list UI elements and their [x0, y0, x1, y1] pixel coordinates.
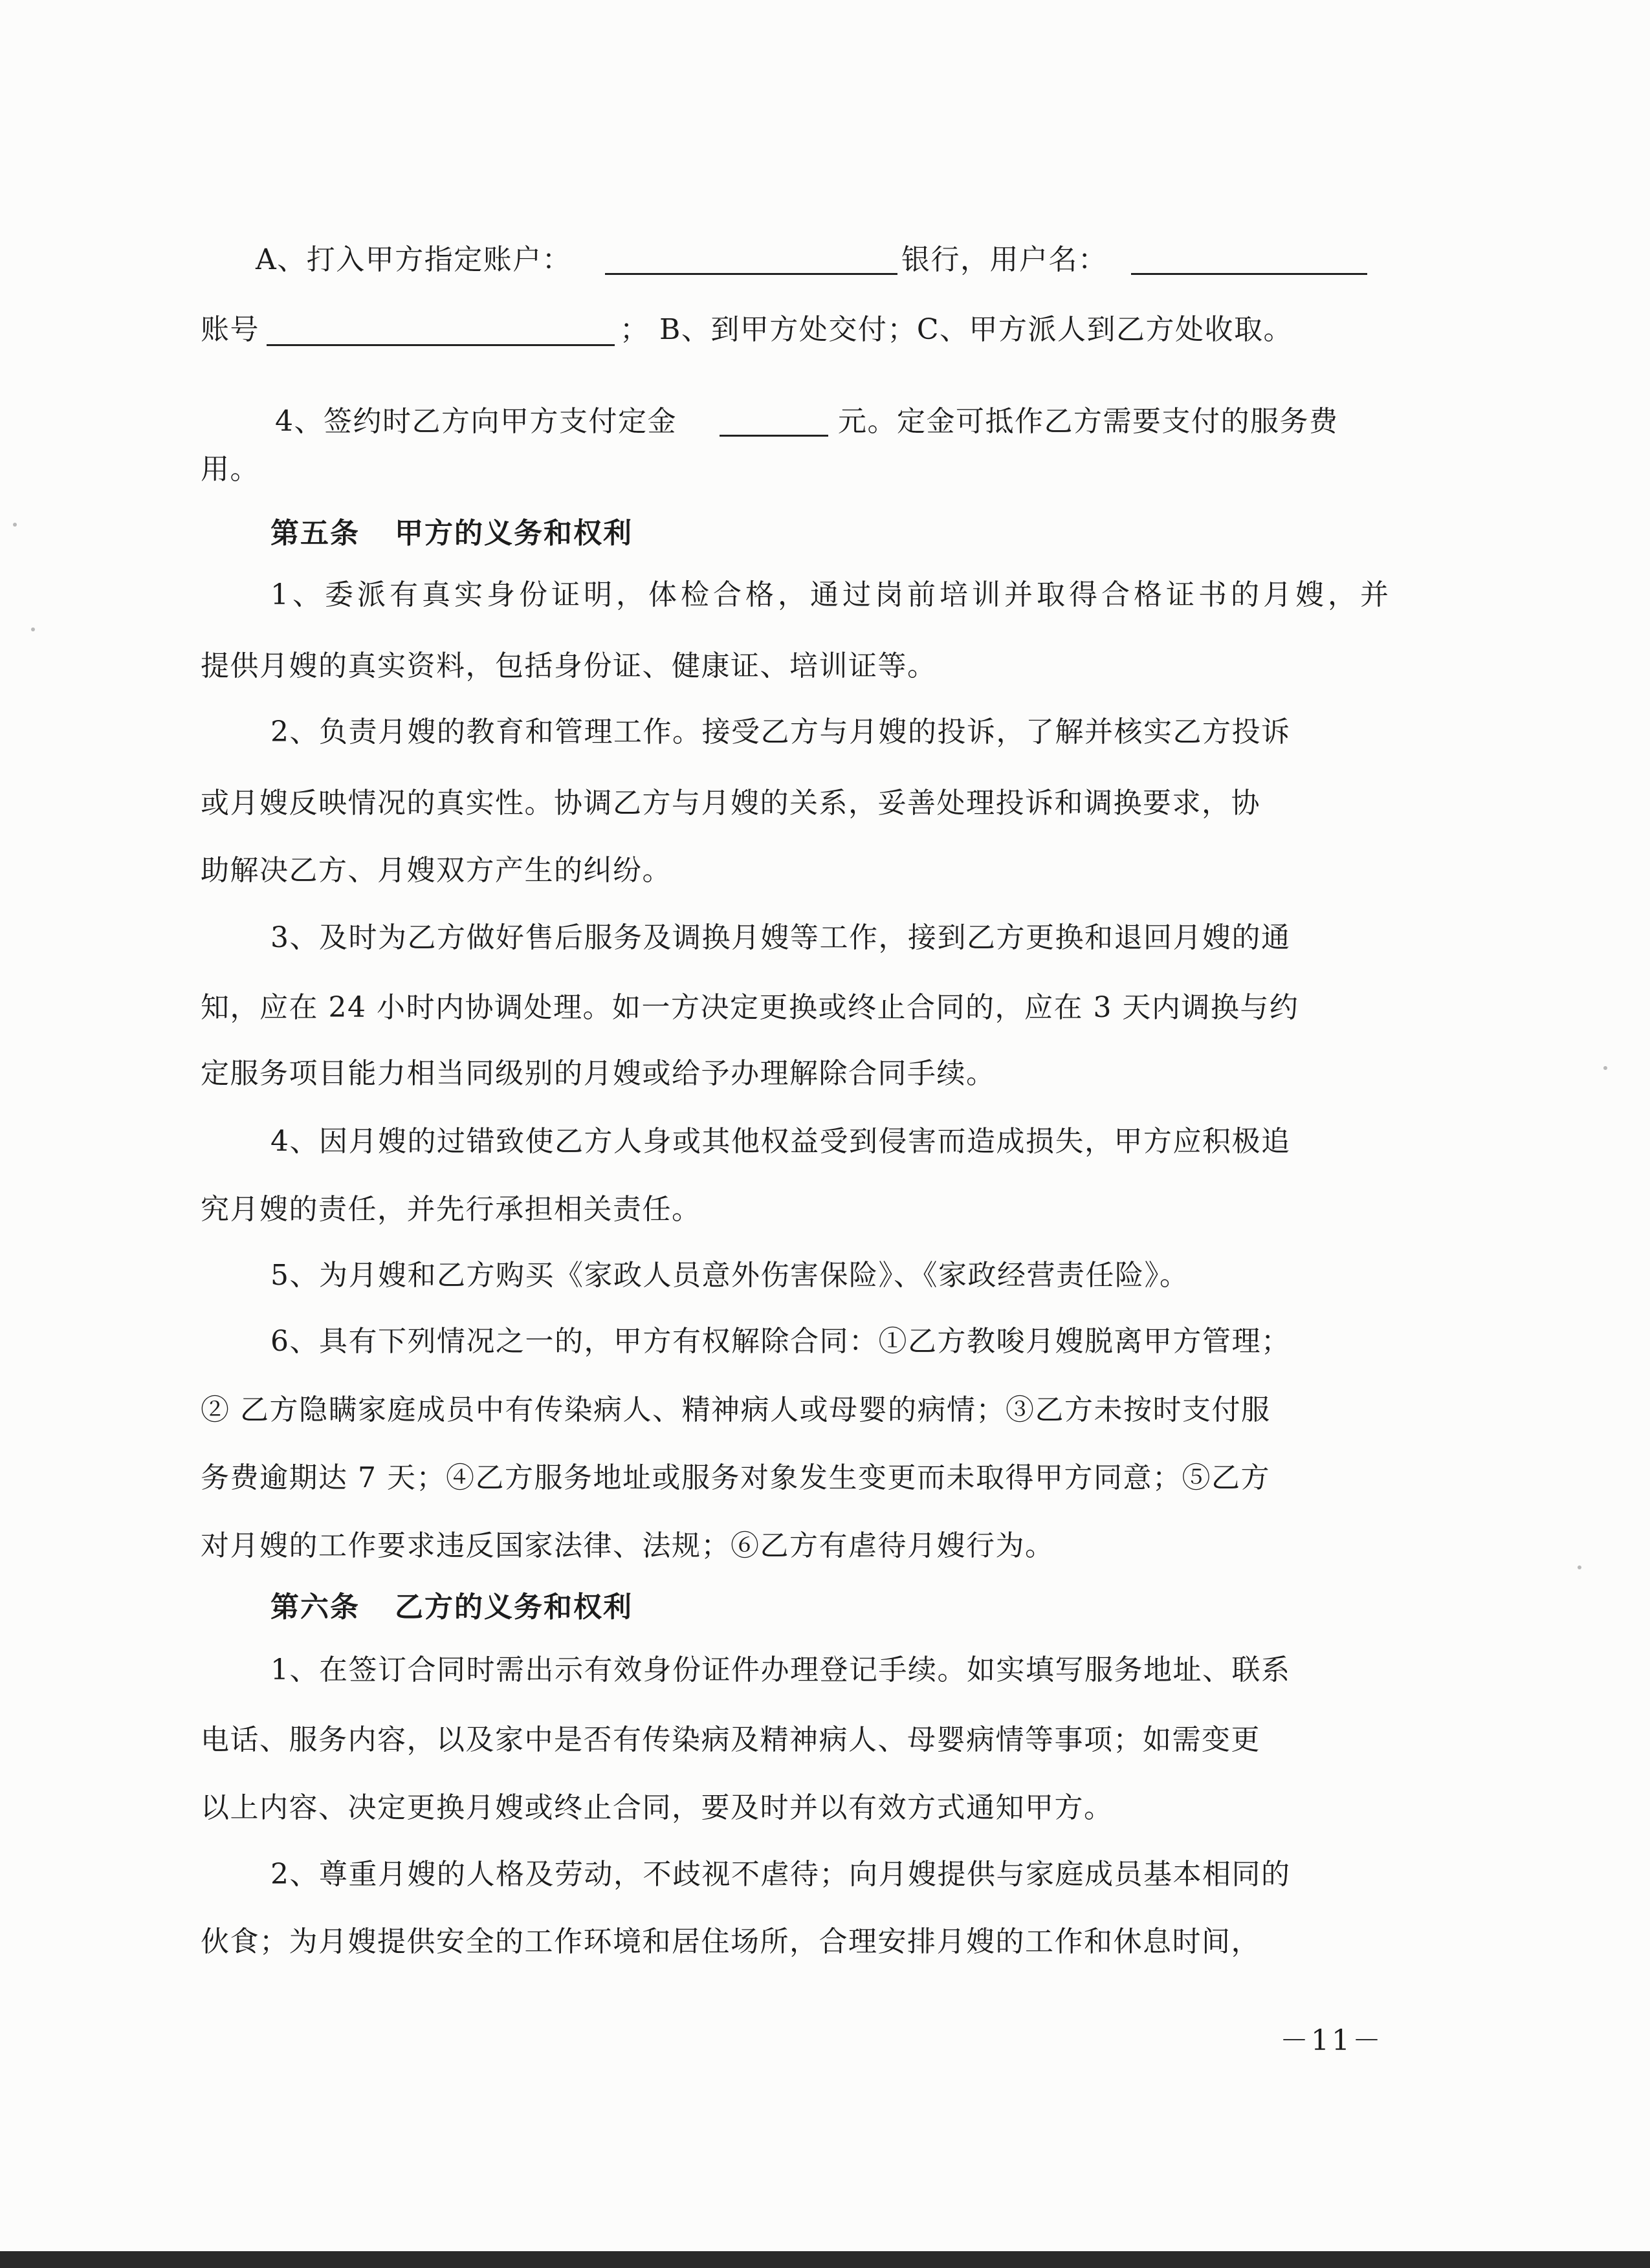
- text-glyph: 月: [1263, 578, 1292, 611]
- text-glyph: 的: [1231, 578, 1259, 611]
- paragraph-line: 6、具有下列情况之一的，甲方有权解除合同：①乙方教唆月嫂脱离甲方管理；: [270, 1325, 1291, 1358]
- text-glyph: 证: [1166, 578, 1194, 611]
- account-number-blank: [267, 344, 615, 346]
- paragraph-line: 1、在签订合同时需出示有效身份证件办理登记手续。如实填写服务地址、联系: [270, 1653, 1291, 1686]
- paragraph-line: 3、及时为乙方做好售后服务及调换月嫂等工作，接到乙方更换和退回月嫂的通: [270, 921, 1291, 954]
- text-glyph: 前: [907, 578, 936, 611]
- paragraph-line: 伙食；为月嫂提供安全的工作环境和居住场所，合理安排月嫂的工作和休息时间，: [201, 1925, 1260, 1958]
- deposit-text-cont: 元。定金可抵作乙方需要支付的服务费: [838, 405, 1339, 438]
- paragraph-line: 提供月嫂的真实资料，包括身份证、健康证、培训证等。: [201, 649, 937, 682]
- page-number: －11－: [1280, 2024, 1383, 2057]
- text-glyph: 并: [1004, 578, 1033, 611]
- paragraph-line: 用。: [201, 453, 259, 486]
- text-glyph: 书: [1198, 578, 1227, 611]
- text-glyph: 岗: [875, 578, 903, 611]
- text-glyph: 过: [842, 578, 871, 611]
- article-five-number: 第五条: [270, 517, 360, 550]
- scan-bottom-edge: [0, 2251, 1650, 2268]
- paragraph-line: ② 乙方隐瞒家庭成员中有传染病人、精神病人或母婴的病情；③乙方未按时支付服: [201, 1393, 1271, 1426]
- deposit-amount-blank: [720, 435, 828, 437]
- text-glyph: ，: [778, 578, 806, 611]
- paragraph-line: 5、为月嫂和乙方购买《家政人员意外伤害保险》、《家政经营责任险》。: [270, 1259, 1189, 1292]
- account-name-blank: [1131, 273, 1367, 275]
- text-glyph: 、: [292, 578, 321, 611]
- paragraph-line: [270, 576, 1389, 615]
- text-glyph: 培: [940, 578, 968, 611]
- scan-speck: [1578, 1565, 1581, 1569]
- text-glyph: 并: [1360, 578, 1389, 611]
- paragraph-line: 2、负责月嫂的教育和管理工作。接受乙方与月嫂的投诉，了解并核实乙方投诉: [270, 715, 1291, 748]
- paragraph-line: 助解决乙方、月嫂双方产生的纠纷。: [201, 854, 672, 887]
- payment-options-bc-text: ； B、到甲方处交付；C、甲方派人到乙方处收取。: [620, 313, 1293, 346]
- bank-blank: [605, 273, 897, 275]
- text-glyph: 格: [1134, 578, 1162, 611]
- text-glyph: 通: [810, 578, 839, 611]
- text-glyph: ，: [1328, 578, 1356, 611]
- scan-speck: [13, 523, 17, 527]
- paragraph-line: 以上内容、决定更换月嫂或终止合同，要及时并以有效方式通知甲方。: [201, 1791, 1114, 1824]
- text-glyph: 嫂: [1295, 578, 1324, 611]
- text-glyph: 检: [681, 578, 709, 611]
- text-glyph: 取: [1037, 578, 1065, 611]
- text-glyph: 格: [745, 578, 774, 611]
- paragraph-line: 或月嫂反映情况的真实性。协调乙方与月嫂的关系，妥善处理投诉和调换要求，协: [201, 787, 1260, 820]
- article-six-heading: [270, 1588, 633, 1627]
- text-glyph: 份: [519, 578, 547, 611]
- text-glyph: 证: [551, 578, 580, 611]
- text-glyph: 有: [390, 578, 418, 611]
- paragraph-line: 知，应在 24 小时内协调处理。如一方决定更换或终止合同的，应在 3 天内调换与约: [201, 991, 1299, 1024]
- article-five-title: 甲方的义务和权利: [395, 517, 633, 550]
- account-number-label: 账号: [201, 313, 259, 346]
- payment-option-a-text: A、打入甲方指定账户：: [256, 243, 572, 276]
- text-glyph: 身: [487, 578, 515, 611]
- text-glyph: 合: [1101, 578, 1130, 611]
- paragraph-line: 电话、服务内容，以及家中是否有传染病及精神病人、母婴病情等事项；如需变更: [201, 1723, 1260, 1756]
- text-glyph: 委: [325, 578, 353, 611]
- text-glyph: 1: [270, 578, 289, 611]
- text-glyph: 合: [713, 578, 742, 611]
- article-five-heading: [270, 514, 633, 553]
- paragraph-line: 4、因月嫂的过错致使乙方人身或其他权益受到侵害而造成损失，甲方应积极追: [270, 1125, 1291, 1158]
- text-glyph: ，: [616, 578, 644, 611]
- text-glyph: 派: [357, 578, 386, 611]
- text-glyph: 实: [454, 578, 483, 611]
- text-glyph: 得: [1069, 578, 1097, 611]
- scan-speck: [31, 627, 35, 631]
- text-glyph: 体: [648, 578, 677, 611]
- text-glyph: 明: [584, 578, 612, 611]
- paragraph-line: 定服务项目能力相当同级别的月嫂或给予办理解除合同手续。: [201, 1057, 996, 1090]
- paragraph-line: 2、尊重月嫂的人格及劳动，不歧视不虐待；向月嫂提供与家庭成员基本相同的: [270, 1858, 1291, 1891]
- bank-label: 银行，用户名：: [901, 243, 1108, 276]
- scan-speck: [1603, 1066, 1607, 1070]
- deposit-text: 4、签约时乙方向甲方支付定金: [275, 405, 677, 438]
- paragraph-line: 究月嫂的责任，并先行承担相关责任。: [201, 1193, 701, 1226]
- paragraph-line: 务费逾期达 7 天；④乙方服务地址或服务对象发生变更而未取得甲方同意；⑤乙方: [201, 1461, 1270, 1494]
- text-glyph: 真: [422, 578, 450, 611]
- paragraph-line: 对月嫂的工作要求违反国家法律、法规；⑥乙方有虐待月嫂行为。: [201, 1529, 1055, 1562]
- article-six-number: 第六条: [270, 1591, 360, 1624]
- article-six-title: 乙方的义务和权利: [395, 1591, 633, 1624]
- text-glyph: 训: [972, 578, 1000, 611]
